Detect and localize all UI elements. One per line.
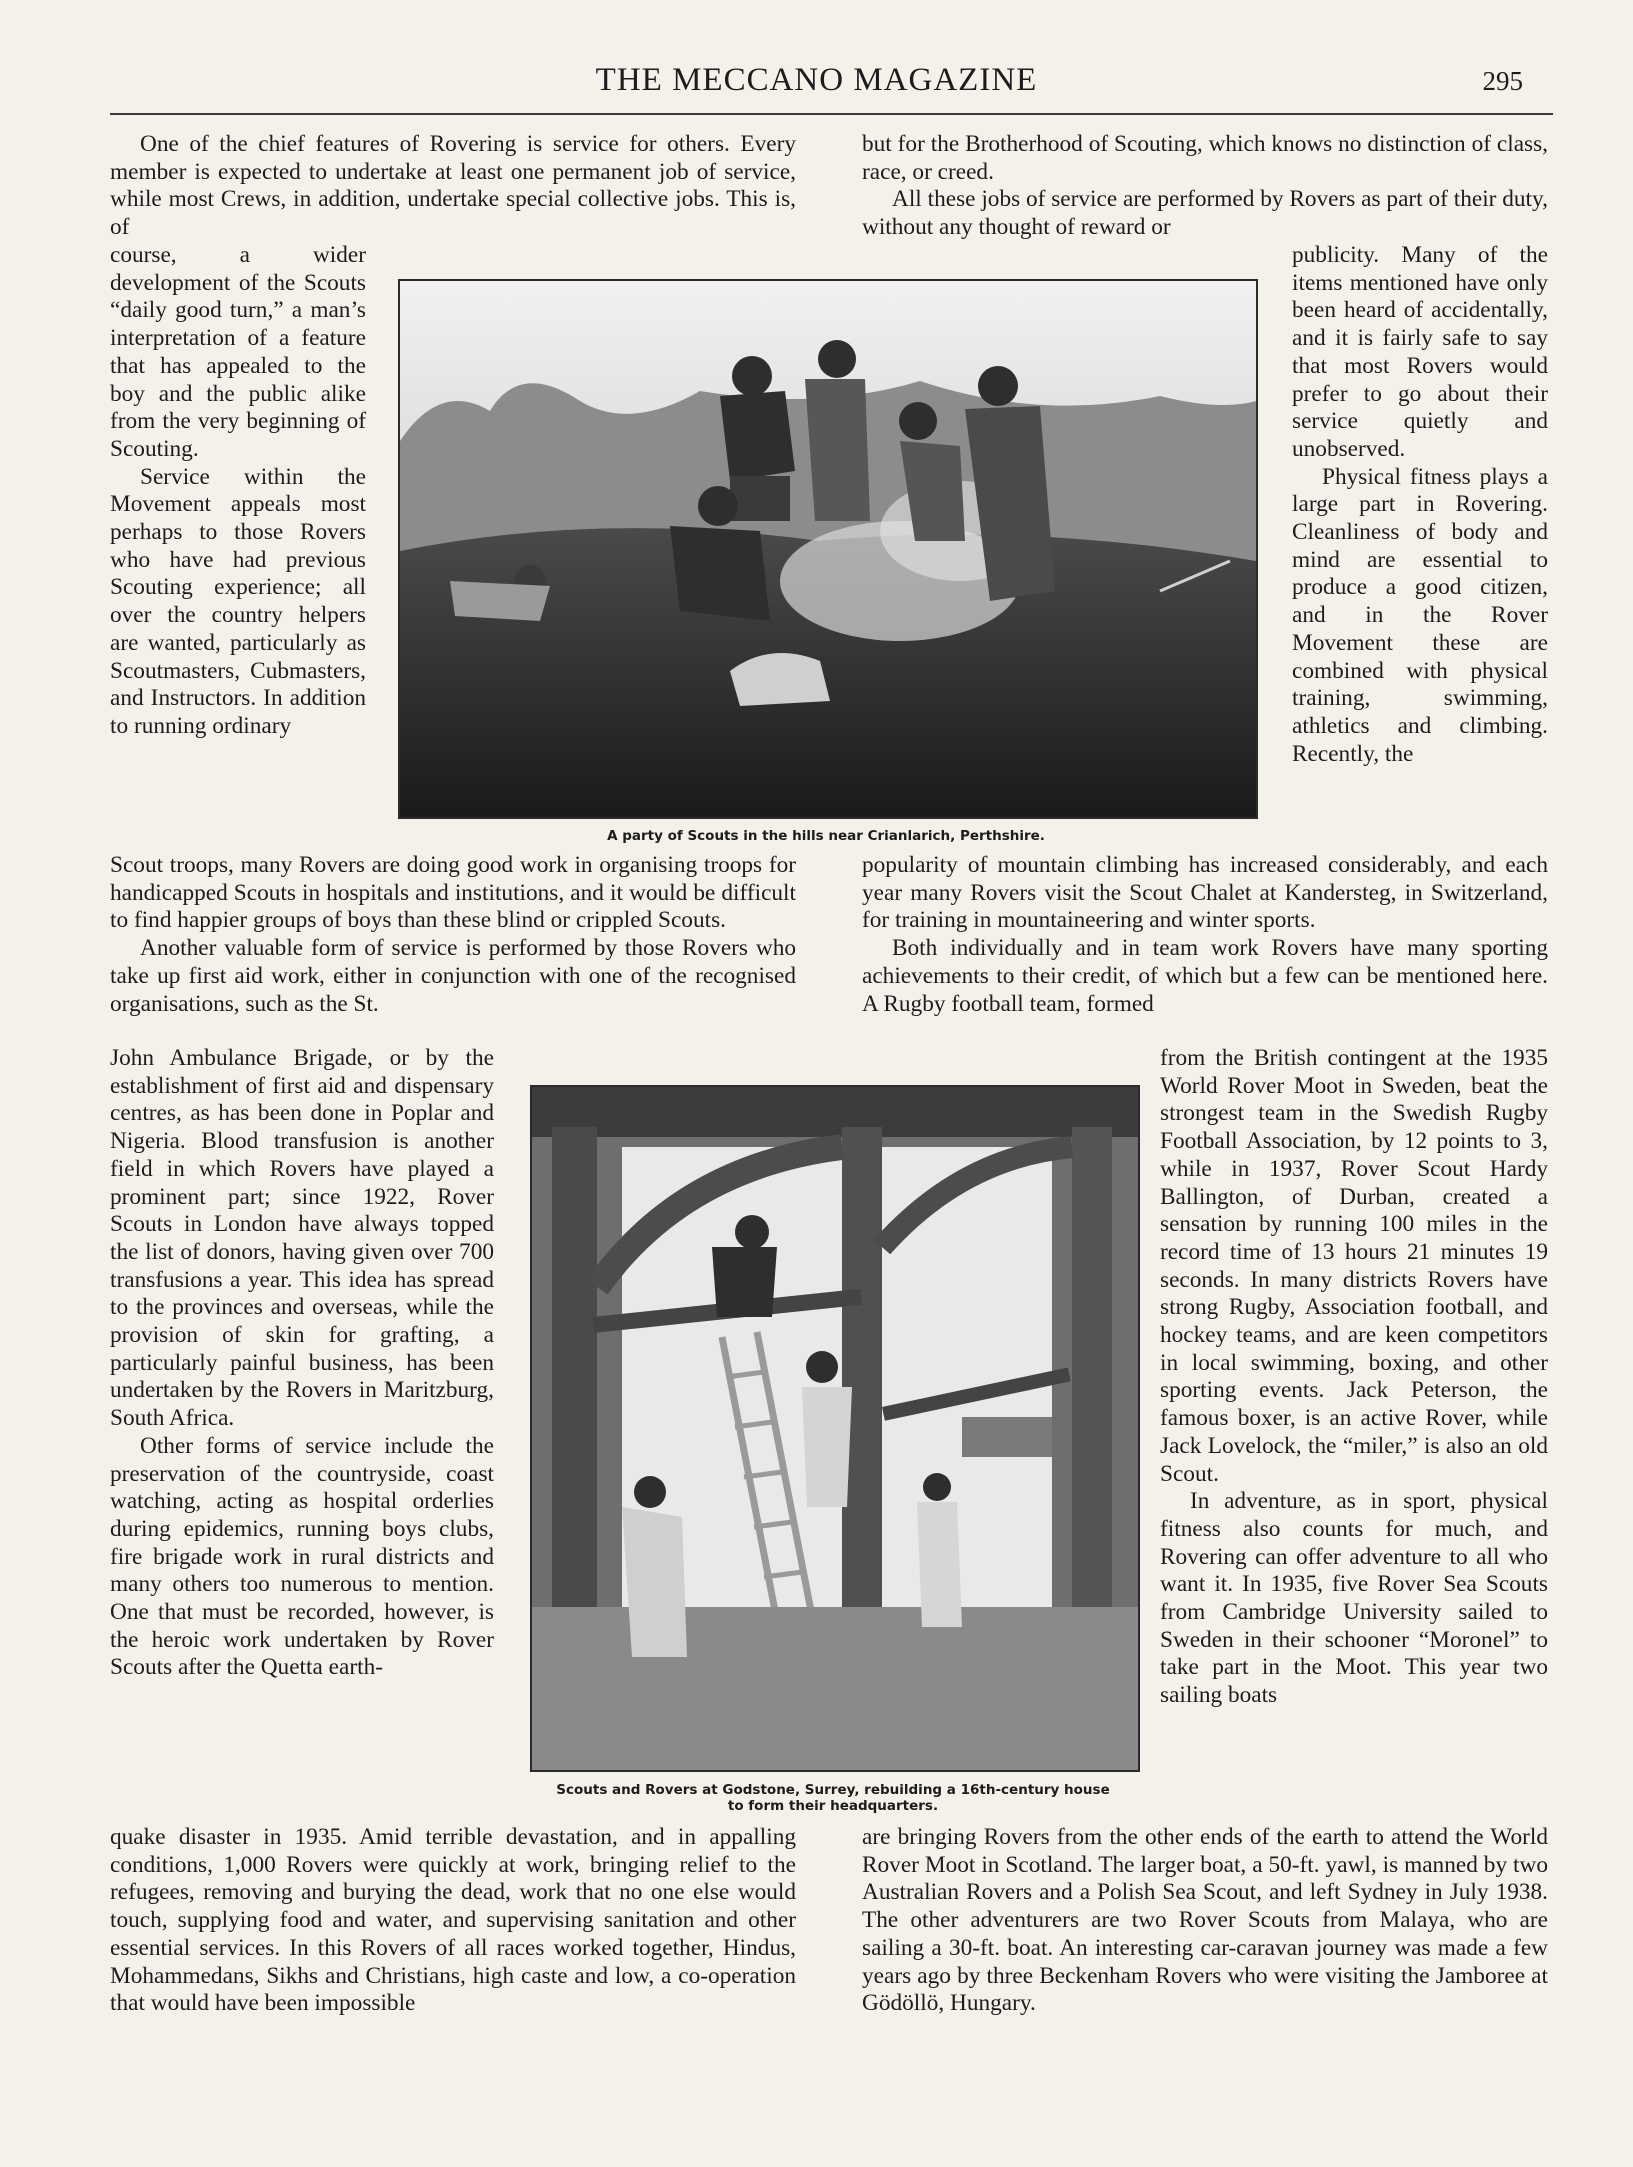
magazine-title: THE MECCANO MAGAZINE <box>595 62 1038 98</box>
godstone-house-illustration <box>532 1087 1138 1770</box>
right-col-full-2 <box>862 1824 1548 2018</box>
paragraph: Both individually and in team work Rovers have many sporting achievements to their credit, of which but a few can be mentioned here. A Rugby football team, formed <box>862 935 1548 1017</box>
paragraph: John Ambulance Brigade, or by the establishment of first aid and dispensary centres, as has been done in Poplar and Nigeria. Blood transfusion is another field in which Rovers have played a prominent part; since 1922, Rover Scouts in London have always topped the list of donors, having given over 700 transfusions a year. This idea has spread to the provinces and overseas, while the provision of skin for grafting, a particularly painful business, has been undertaken by the Rovers in Maritzburg, South Africa. <box>110 1045 494 1432</box>
paragraph: One of the chief features of Rovering is service for others. Every member is expected to undertake at least one permanent job of service, while most Crews, in addition, undertake special collective jobs. This is, of <box>110 131 796 241</box>
paragraph: publicity. Many of the items mentioned have only been heard of accidentally, and it is fairly safe to say that most Rovers would prefer to go about their service quietly and unobserved. <box>1292 242 1548 462</box>
page-number: 295 <box>1482 66 1523 96</box>
right-col-narrow-1 <box>1292 242 1548 768</box>
right-col-full-1 <box>862 852 1548 1018</box>
paragraph: Service within the Movement appeals most perhaps to those Rovers who have had previous Scouting experience; all over the country helpers are wanted, particularly as Scoutmasters, Cubmasters, and Instructors. In addition to running ordinary <box>110 463 366 739</box>
paragraph: Scout troops, many Rovers are doing good work in organising troops for handicapped Scouts in hospitals and institutions, and it would be difficult to find happier groups of boys than these blind or crippled Scouts. <box>110 852 796 934</box>
paragraph: from the British contingent at the 1935 World Rover Moot in Sweden, beat the strongest team in the Swedish Rugby Football Association, by 12 points to 3, while in 1937, Rover Scout Hardy Ballington, of Durban, created a sensation by running 100 miles in the record time of 13 hours 21 minutes 19 seconds. In many districts Rovers have strong Rugby, Association football, and hockey teams, and are keen competitors in local swimming, boxing, and other sporting events. Jack Peterson, the famous boxer, is an active Rover, while Jack Lovelock, the “miler,” is also an old Scout. <box>1160 1045 1548 1487</box>
left-col-narrow-2 <box>110 1045 494 1682</box>
paragraph: popularity of mountain climbing has increased considerably, and each year many Rovers visit the Scout Chalet at Kandersteg, in Switzerland, for training in mountaineering and winter sports. <box>862 852 1548 934</box>
left-col-top <box>110 131 796 242</box>
paragraph: Another valuable form of service is performed by those Rovers who take up first aid work, either in conjunction with one of the recognised organisations, such as the St. <box>110 935 796 1017</box>
paragraph: but for the Brotherhood of Scouting, which knows no distinction of class, race, or creed. <box>862 131 1548 185</box>
scouts-hills-illustration <box>400 281 1256 817</box>
paragraph: In adventure, as in sport, physical fitness also counts for much, and Rovering can offer adventure to all who want it. In 1935, five Rover Sea Scouts from Cambridge University sailed to Sweden in their schooner “Moronel” to take part in the Moot. This year two sailing boats <box>1160 1488 1548 1709</box>
page-header <box>0 62 1633 102</box>
left-col-full-2 <box>110 1824 796 2018</box>
paragraph: course, a wider development of the Scouts “daily good turn,” a man’s interpretation of a feature that has appealed to the boy and the public alike from the very beginning of Scouting. <box>110 242 366 462</box>
top-photo-caption: A party of Scouts in the hills near Crianlarich, Perthshire. <box>607 828 1045 844</box>
bottom-caption-line-1: Scouts and Rovers at Godstone, Surrey, rebuilding a 16th-century house <box>556 1782 1110 1798</box>
paragraph: quake disaster in 1935. Amid terrible devastation, and in appalling conditions, 1,000 Rovers were quickly at work, bringing relief to the refugees, removing and burying the dead, work that no one else would touch, supplying food and water, and supervising sanitation and other essential services. In this Rovers of all races worked together, Hindus, Mohammedans, Sikhs and Christians, high caste and low, a co-operation that would have been impossible <box>110 1824 796 2017</box>
left-col-narrow-1 <box>110 242 366 741</box>
paragraph: All these jobs of service are performed by Rovers as part of their duty, without any thought of reward or <box>862 186 1548 241</box>
paragraph: are bringing Rovers from the other ends of the earth to attend the World Rover Moot in Scotland. The larger boat, a 50-ft. yawl, is manned by two Australian Rovers and a Polish Sea Scout, and left Sydney in July 1938. The other adventurers are two Rover Scouts from Malaya, who are sailing a 30-ft. boat. An interesting car-caravan journey was made a few years ago by three Beckenham Rovers who were visiting the Jamboree at Gödöllö, Hungary. <box>862 1824 1548 2017</box>
paragraph: Physical fitness plays a large part in Rovering. Cleanliness of body and mind are essential to produce a good citizen, and in the Rover Movement these are combined with physical training, swimming, athletics and climbing. Recently, the <box>1292 463 1548 767</box>
scouts-hills-photo <box>398 279 1258 819</box>
left-col-full-1 <box>110 852 796 1018</box>
paragraph: Other forms of service include the preservation of the countryside, coast watching, acting as hospital orderlies during epidemics, running boys clubs, fire brigade work in rural districts and many others too numerous to mention. One that must be recorded, however, is the heroic work undertaken by Rover Scouts after the Quetta earth- <box>110 1432 494 1681</box>
godstone-house-photo <box>530 1085 1140 1772</box>
bottom-photo-caption <box>520 1782 1146 1814</box>
bottom-caption-line-2: to form their headquarters. <box>727 1798 939 1814</box>
header-rule <box>110 113 1553 115</box>
right-col-narrow-2 <box>1160 1045 1548 1710</box>
right-col-top <box>862 131 1548 242</box>
